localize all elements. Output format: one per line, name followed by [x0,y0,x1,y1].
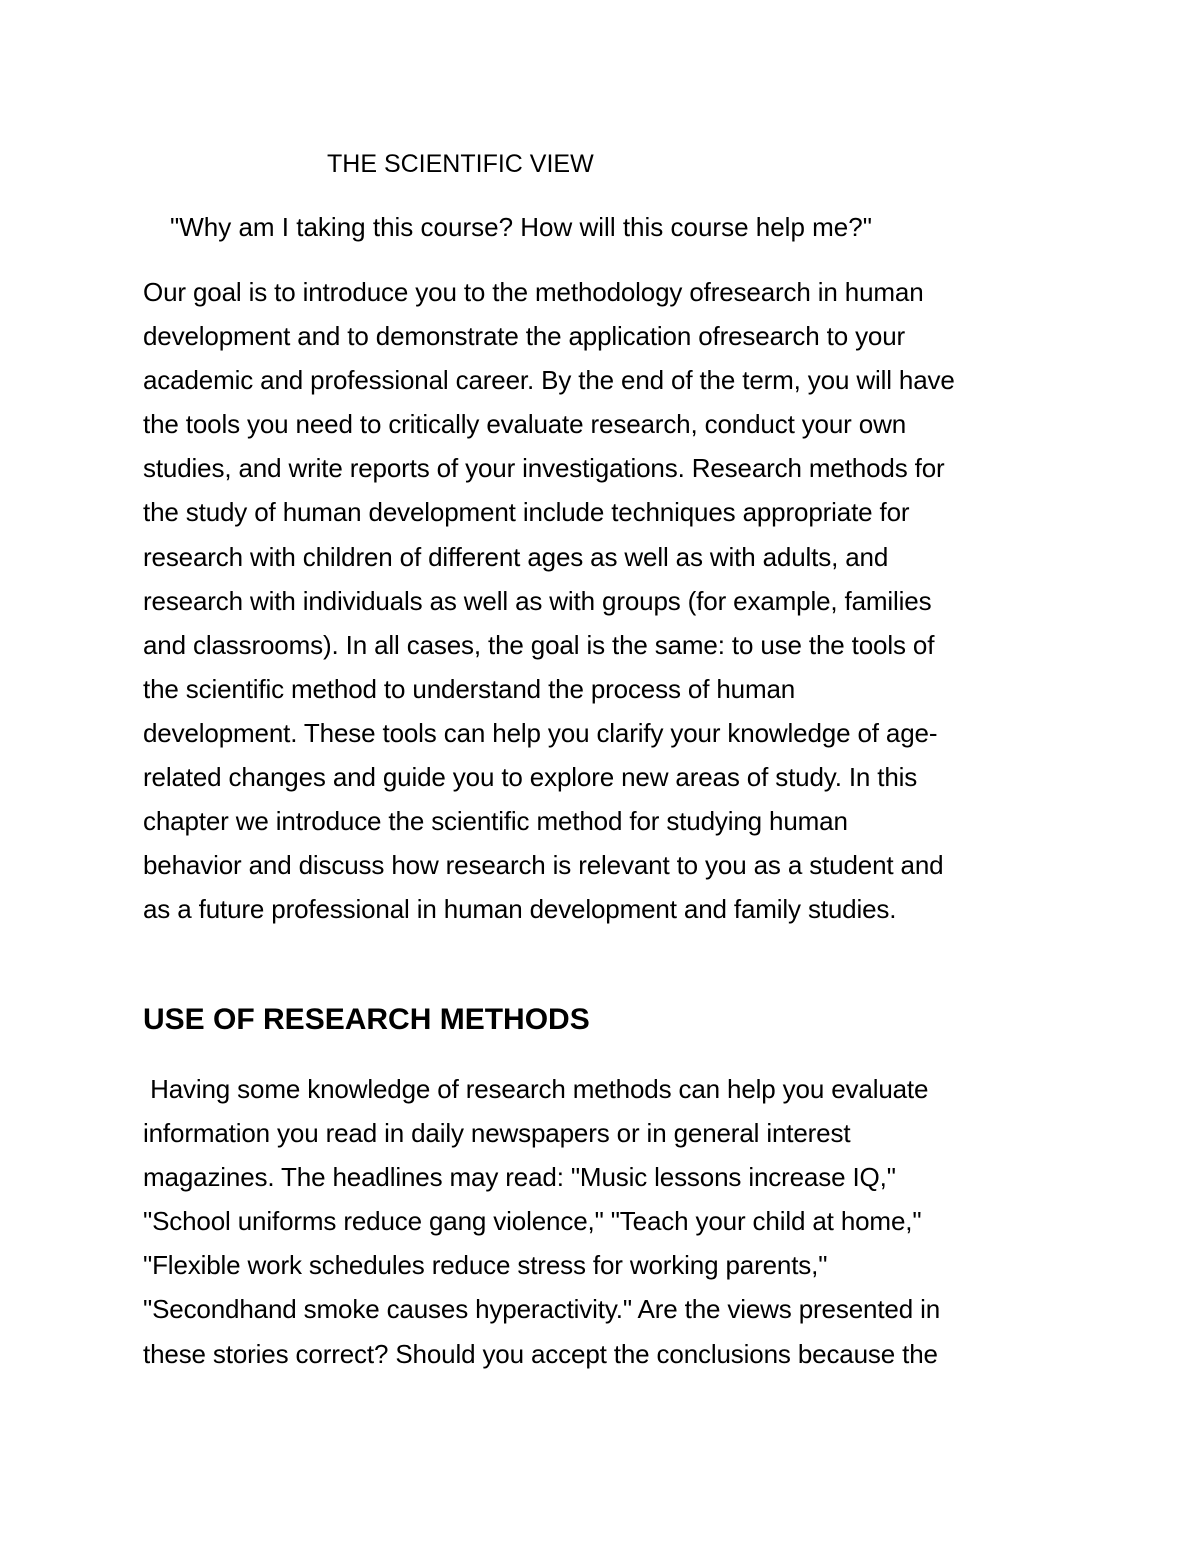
paragraph-line: Our goal is to introduce you to the methodology ofresearch in human [143,277,924,307]
paragraph-line: behavior and discuss how research is relevant to you as a student and [143,850,944,881]
paragraph-line: academic and professional career. By the end of the term, you will have [143,365,955,396]
paragraph-line: these stories correct? Should you accept the conclusions because the [143,1338,938,1369]
paragraph-line: research with individuals as well as with groups (for example, families [143,585,932,616]
paragraph-line: Having some knowledge of research methods can help you evaluate [143,1074,929,1104]
subtitle-question: "Why am I taking this course? How will this course help me?" [170,212,872,242]
paragraph-line: information you read in daily newspapers or in general interest [143,1118,851,1149]
paragraph-line: "Secondhand smoke causes hyperactivity." Are the views presented in [143,1294,941,1325]
paragraph-line: related changes and guide you to explore new areas of study. In this [143,762,918,793]
paragraph-line: as a future professional in human development and family studies. [143,894,897,925]
page-title: THE SCIENTIFIC VIEW [327,150,594,178]
paragraph-line: and classrooms). In all cases, the goal is the same: to use the tools of [143,629,935,660]
paragraph-line: development and to demonstrate the application ofresearch to your [143,321,906,352]
paragraph-line: chapter we introduce the scientific method for studying human [143,806,848,837]
paragraph-line: research with children of different ages as well as with adults, and [143,541,889,572]
paragraph-line: the tools you need to critically evaluate research, conduct your own [143,409,907,440]
paragraph-line: the scientific method to understand the process of human [143,673,796,704]
paragraph-line: development. These tools can help you clarify your knowledge of age- [143,717,938,748]
paragraph-line: "Flexible work schedules reduce stress for working parents," [143,1250,828,1281]
paragraph-research-methods [143,1067,1063,1376]
paragraph-intro [143,270,1063,931]
section-heading: USE OF RESEARCH METHODS [143,1003,590,1036]
paragraph-line: studies, and write reports of your investigations. Research methods for [143,453,945,484]
paragraph-line: "School uniforms reduce gang violence," "Teach your child at home," [143,1206,922,1237]
paragraph-line: the study of human development include techniques appropriate for [143,497,910,528]
paragraph-line: magazines. The headlines may read: "Music lessons increase IQ," [143,1162,896,1193]
